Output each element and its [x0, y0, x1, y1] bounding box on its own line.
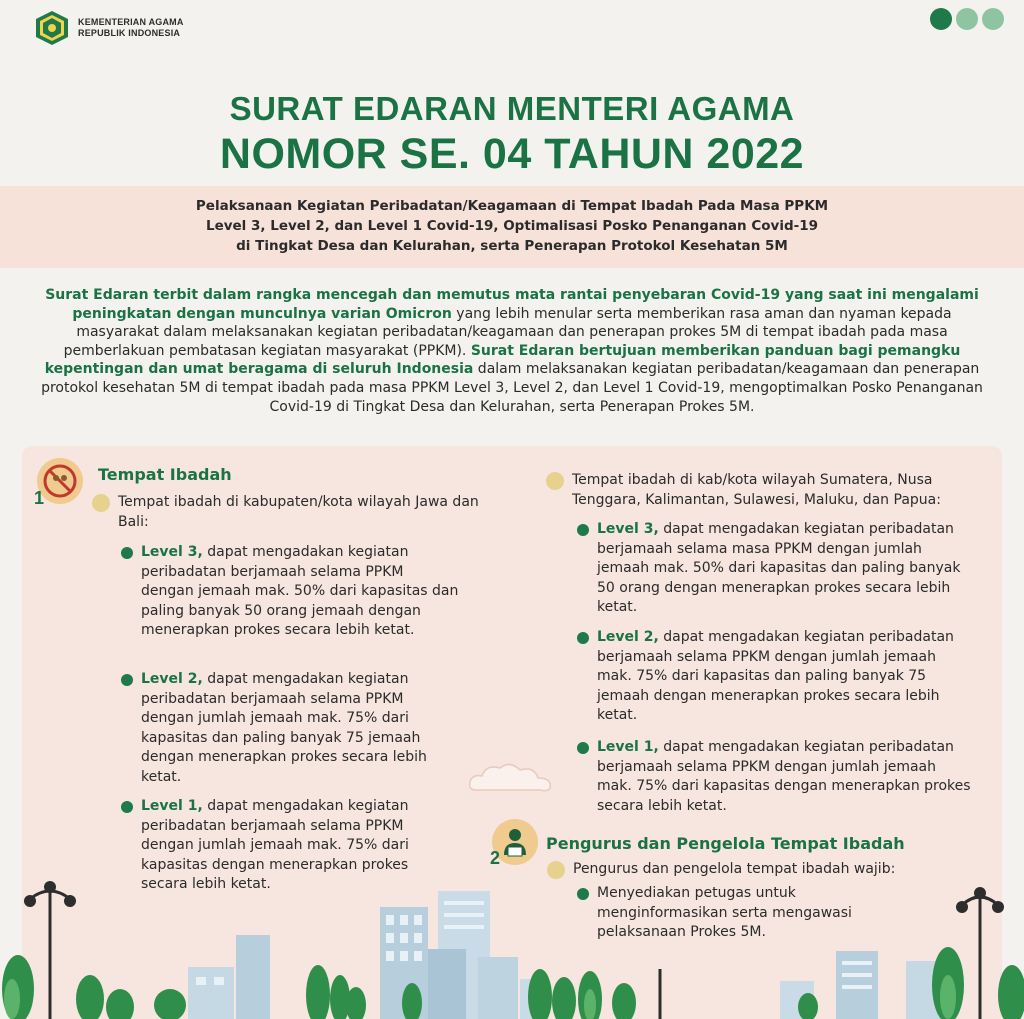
intro-highlight: Surat Edaran bertujuan memberikan panduan bagi pemangku kepentingan dan umat beragama di seluruh Indonesia	[44, 342, 961, 378]
level-label: Level 2,	[141, 671, 203, 687]
bullet-dot	[577, 632, 589, 644]
level-text: dapat mengadakan kegiatan peribadatan berjamaah selama PPKM dengan jemaah mak. 50% dari kapasitas dan paling banyak 50 orang jemaah dengan menerapkan prokes secara lebih ketat.	[141, 544, 459, 638]
level-label: Level 3,	[141, 544, 203, 560]
intro-text: yang lebih menular serta memberikan rasa aman dan nyaman kepada masyarakat dalam melaksanakan kegiatan peribadatan/keagamaan dan penerapan prokes 5M di tempat ibadah pada masa pemberlakuan pembatasan kegiatan masyarakat (PPKM).	[63, 305, 952, 359]
list-item-level1-luar	[597, 738, 975, 816]
decorative-dots	[930, 8, 1004, 30]
dot-light	[956, 8, 978, 30]
ministry-name: KEMENTERIAN AGAMA	[78, 17, 184, 27]
list-item-level3-jawa	[141, 543, 459, 641]
bullet-dot	[121, 674, 133, 686]
sub-heading-luar-jawa	[572, 470, 972, 510]
level-text: dapat mengadakan kegiatan peribadatan berjamaah selama PPKM dengan jumlah jemaah mak. 75% dari kapasitas dengan menerapkan prokes secara lebih ketat.	[141, 798, 409, 892]
list-item-level2-luar	[597, 628, 975, 726]
bullet-dot	[121, 801, 133, 813]
page-title-number: NOMOR SE. 04 TAHUN 2022	[219, 130, 805, 178]
subtitle-line: di Tingkat Desa dan Kelurahan, serta Penerapan Protokol Kesehatan 5M	[236, 238, 788, 254]
item-text: Menyediakan petugas untuk menginformasikan serta mengawasi pelaksanaan Prokes 5M.	[597, 885, 852, 940]
level-label: Level 2,	[597, 629, 659, 645]
level-text: dapat mengadakan kegiatan peribadatan berjamaah selama PPKM dengan jumlah jemaah mak. 75% dari kapasitas dan paling banyak 75 jemaah dengan menerapkan prokes secara lebih ketat.	[141, 671, 427, 785]
cloud-icon	[466, 760, 556, 796]
ministry-country: REPUBLIK INDONESIA	[78, 28, 181, 38]
sub-heading-jawa-bali	[118, 492, 488, 532]
page-title: SURAT EDARAN MENTERI AGAMA	[229, 90, 795, 127]
bullet-dot	[577, 742, 589, 754]
bullet-dot	[546, 472, 564, 490]
level-text: dapat mengadakan kegiatan peribadatan berjamaah selama PPKM dengan jumlah jemaah mak. 75% dari kapasitas dengan menerapkan prokes secara lebih ketat.	[597, 739, 971, 814]
intro-highlight: Surat Edaran terbit dalam rangka mencegah dan memutus mata rantai penyebaran Covid-19 yang saat ini mengalami peningkatan dengan munculnya varian Omicron	[45, 287, 979, 322]
sub-heading-text: Tempat ibadah di kabupaten/kota wilayah Jawa dan Bali:	[118, 494, 479, 530]
level-label: Level 1,	[141, 798, 203, 814]
level-text: dapat mengadakan kegiatan peribadatan berjamaah selama PPKM dengan jumlah jemaah mak. 75% dari kapasitas dan paling banyak 75 jemaah dengan menerapkan prokes secara lebih ketat.	[597, 629, 954, 723]
sub-heading-text: Pengurus dan pengelola tempat ibadah wajib:	[573, 861, 896, 877]
ministry-logo	[34, 10, 184, 46]
list-item-level2-jawa	[141, 670, 459, 787]
dot-light	[982, 8, 1004, 30]
section-title-pengurus: Pengurus dan Pengelola Tempat Ibadah	[546, 834, 905, 853]
dot-dark	[930, 8, 952, 30]
level-text: dapat mengadakan kegiatan peribadatan berjamaah selama masa PPKM dengan jumlah jemaah mak. 50% dari kapasitas dan paling banyak 50 orang dengan menerapkan prokes secara lebih ketat.	[597, 521, 961, 615]
intro-text: dalam melaksanakan kegiatan peribadatan/keagamaan dan penerapan protokol kesehatan 5M di tempat ibadah pada masa PPKM Level 3, Level 2, dan Level 1 Covid-19, mengoptimalkan Posko Penanganan Covid-19 di Tingkat Desa dan Kelurahan, serta Penerapan Prokes 5M.	[41, 361, 983, 415]
bullet-dot	[577, 524, 589, 536]
list-item-level3-luar	[597, 520, 975, 618]
sub-heading-text: Tempat ibadah di kab/kota wilayah Sumatera, Nusa Tenggara, Kalimantan, Sulawesi, Maluku, dan Papua:	[572, 472, 941, 508]
section-number: 2	[490, 848, 501, 868]
kemenag-emblem-icon	[34, 10, 70, 46]
subtitle-line: Pelaksanaan Kegiatan Peribadatan/Keagamaan di Tempat Ibadah Pada Masa PPKM	[195, 198, 829, 214]
subtitle	[150, 196, 874, 256]
level-label: Level 1,	[597, 739, 659, 755]
bullet-dot	[121, 547, 133, 559]
section-title-tempat-ibadah: Tempat Ibadah	[98, 465, 232, 484]
level-label: Level 3,	[597, 521, 659, 537]
city-skyline-illustration	[0, 849, 1024, 1019]
section-number: 1	[34, 488, 45, 508]
bullet-dot	[92, 494, 110, 512]
intro-paragraph	[40, 286, 984, 416]
subtitle-line: Level 3, Level 2, dan Level 1 Covid-19, Optimalisasi Posko Penanganan Covid-19	[205, 218, 819, 234]
